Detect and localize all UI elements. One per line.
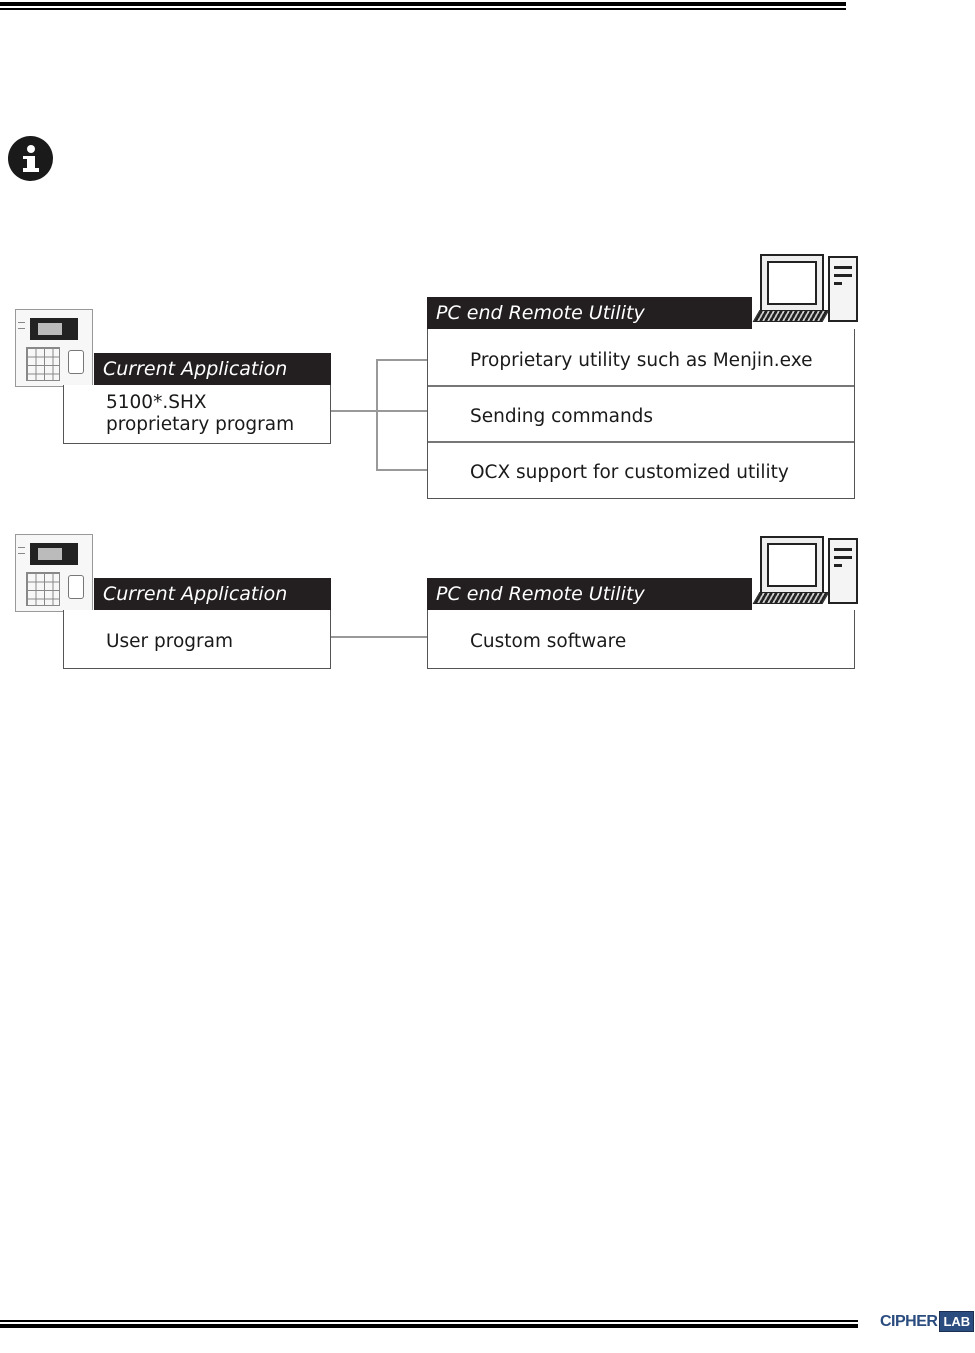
info-icon — [8, 136, 53, 181]
connector-line — [376, 359, 378, 470]
row-divider — [428, 441, 854, 443]
utility-item: Sending commands — [470, 406, 654, 427]
row-divider — [428, 385, 854, 387]
utility-item: Custom software — [470, 631, 627, 652]
program-description: proprietary program — [106, 414, 295, 435]
connector-line — [331, 636, 428, 638]
connector-line — [376, 359, 428, 361]
terminal-device-icon — [15, 534, 93, 612]
utility-item: OCX support for customized utility — [470, 462, 789, 483]
program-name: User program — [106, 631, 234, 652]
logo-box: LAB — [939, 1311, 974, 1332]
utility-item: Proprietary utility such as Menjin.exe — [470, 350, 813, 371]
cipherlab-logo — [880, 1311, 974, 1332]
desktop-computer-icon — [756, 534, 860, 608]
pc-remote-utility-header: PC end Remote Utility — [427, 297, 752, 329]
logo-text: CIPHER — [880, 1313, 938, 1330]
current-application-header: Current Application — [94, 578, 331, 610]
pc-remote-utility-header: PC end Remote Utility — [427, 578, 752, 610]
connector-line — [376, 410, 428, 412]
connector-line — [331, 410, 377, 412]
header-rule-thin — [0, 8, 846, 10]
desktop-computer-icon — [756, 252, 860, 326]
program-name: 5100*.SHX — [106, 392, 207, 413]
footer-rule-thin — [0, 1320, 858, 1322]
header-rule-thick — [0, 2, 846, 6]
connector-line — [376, 469, 428, 471]
footer-rule-thick — [0, 1324, 858, 1328]
current-application-header: Current Application — [94, 353, 331, 385]
terminal-device-icon — [15, 309, 93, 387]
